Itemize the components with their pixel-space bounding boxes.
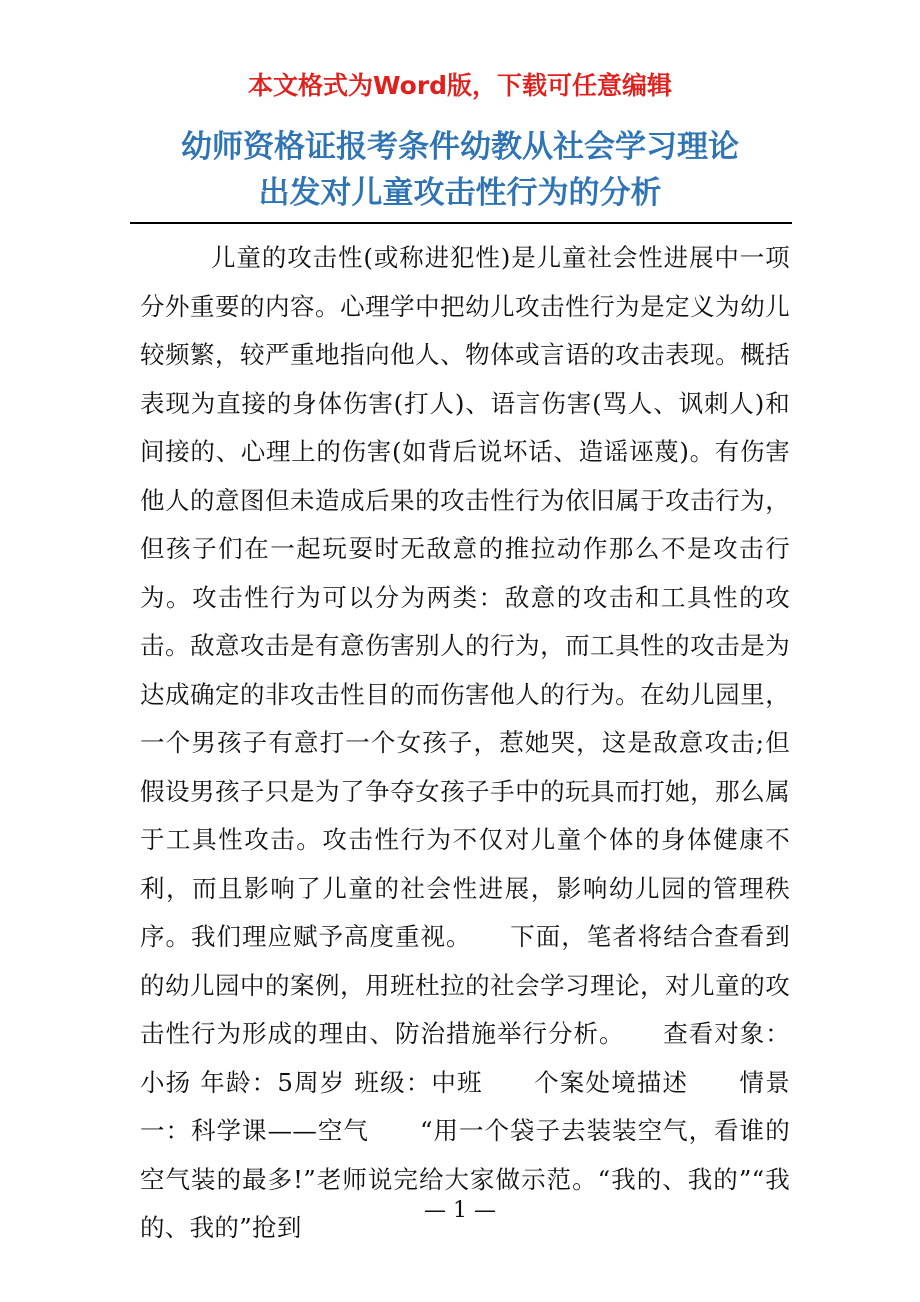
page-number: — 1 — (424, 1198, 496, 1223)
body-paragraph: 儿童的攻击性(或称进犯性)是儿童社会性进展中一项分外重要的内容。心理学中把幼儿攻击性行为是定义为幼儿较频繁，较严重地指向他人、物体或言语的攻击表现。概括表现为直接的身体伤害(打人)、语言伤害(骂人、讽刺人)和间接的、心理上的伤害(如背后说坏话、造谣诬蔑)。有伤害他人的意图但未造成后果的攻击性行为依旧属于攻击行为，但孩子们在一起玩耍时无敌意的推拉动作那么不是攻击行为。攻击性行为可以分为两类：敌意的攻击和工具性的攻击。敌意攻击是有意伤害别人的行为，而工具性的攻击是为达成确定的非攻击性目的而伤害他人的行为。在幼儿园里，一个男孩子有意打一个女孩子，惹她哭，这是敌意攻击;但假设男孩子只是为了争夺女孩子手中的玩具而打她，那么属于工具性攻击。攻击性行为不仅对儿童个体的身体健康不利，而且影响了儿童的社会性进展，影响幼儿园的管理秩序。我们理应赋予高度重视。 下面，笔者将结合查看到的幼儿园中的案例，用班杜拉的社会学习理论，对儿童的攻击性行为形成的理由、防治措施举行分析。 查看对象：小扬 年龄：5周岁 班级：中班 个案处境描述 情景一：科学课——空气 “用一个袋子去装装空气，看谁的空气装的最多!”老师说完给大家做示范。“我的、我的”“我的、我的”抢到 (140, 243, 790, 1242)
document-title (0, 124, 920, 216)
format-notice: 本文格式为Word版，下载可任意编辑 (247, 71, 673, 100)
document-title-line-2: 出发对儿童攻击性行为的分析 (258, 175, 662, 211)
document-title-line-1: 幼师资格证报考条件幼教从社会学习理论 (181, 129, 739, 165)
title-divider (130, 222, 792, 224)
